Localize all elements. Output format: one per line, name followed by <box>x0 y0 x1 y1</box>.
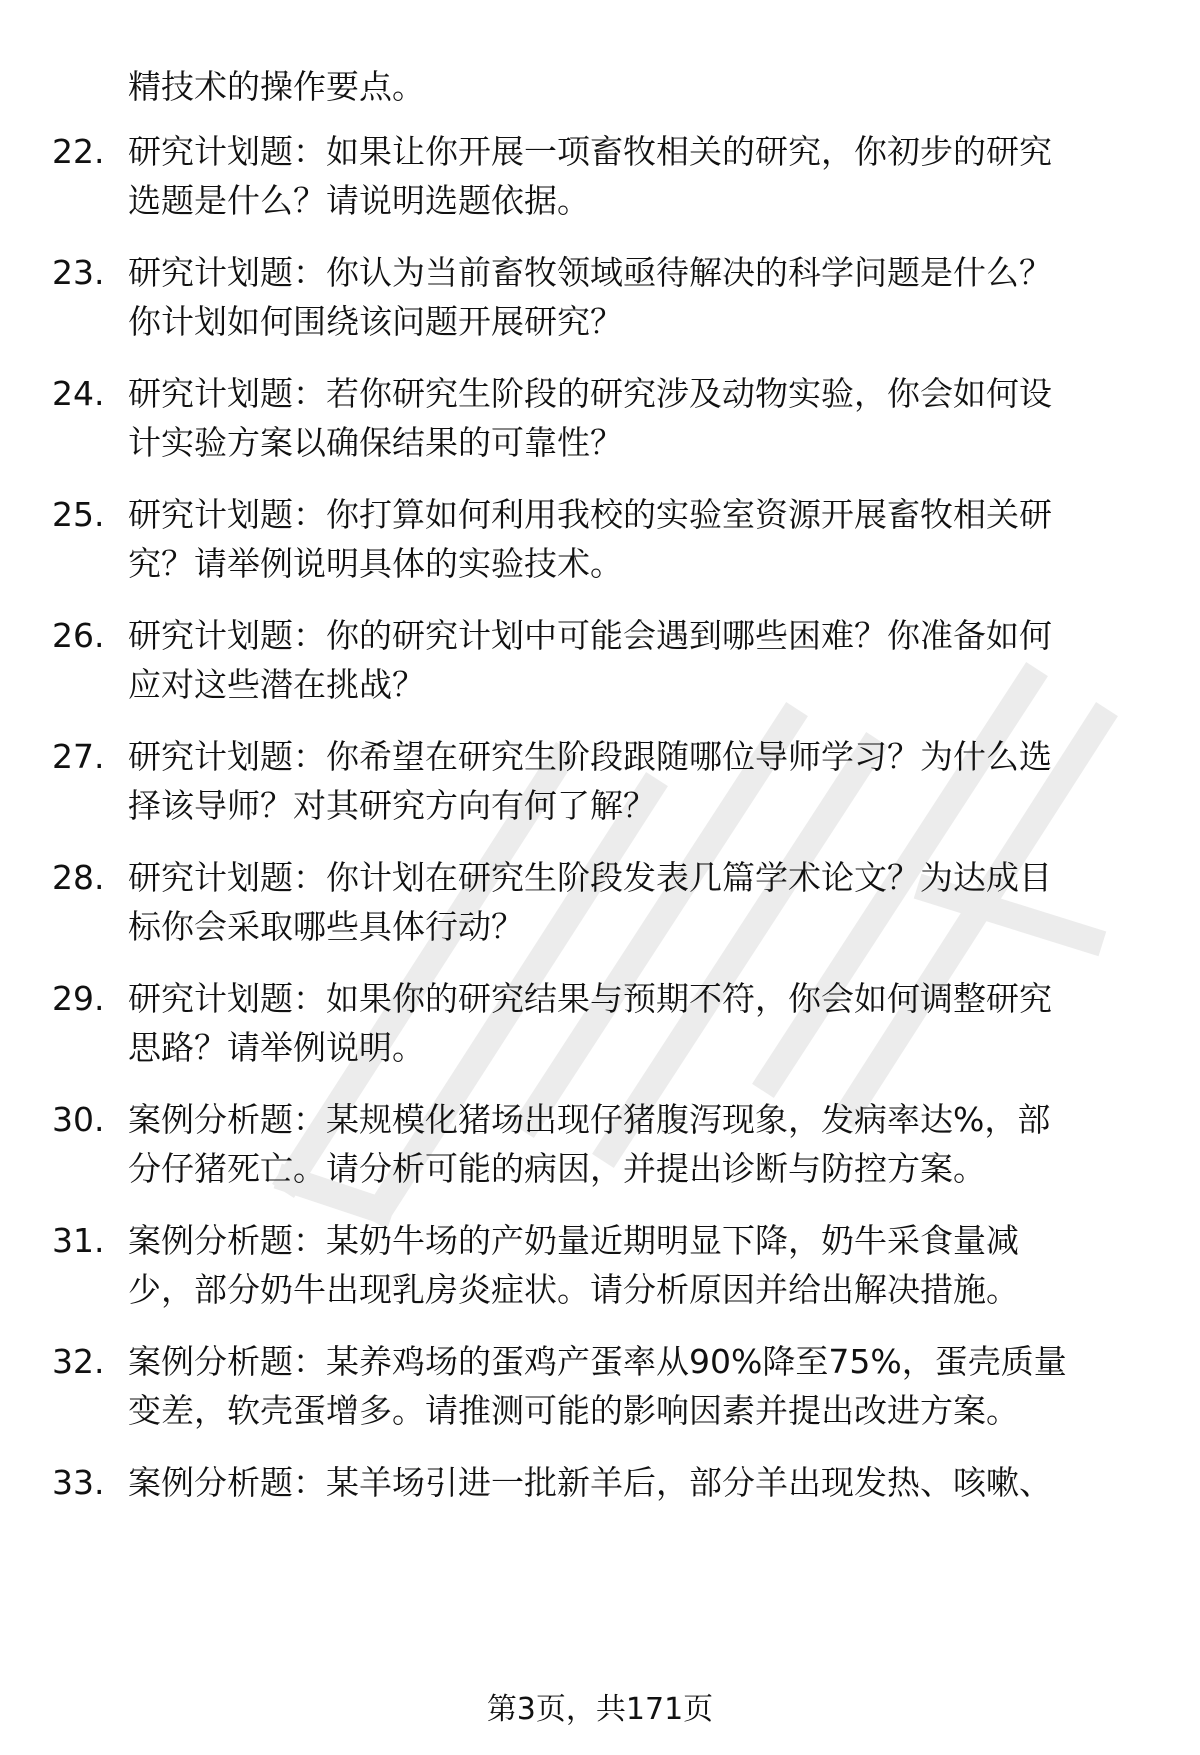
question-text <box>128 369 1148 467</box>
question-line: 计实验方案以确保结果的可靠性？ <box>128 423 623 462</box>
page-number: 第3页，共171页 <box>486 1692 714 1727</box>
question-line: 研究计划题：你希望在研究生阶段跟随哪位导师学习？为什么选 <box>128 737 1052 776</box>
question-text <box>128 248 1148 346</box>
question-line: 思路？请举例说明。 <box>128 1028 425 1067</box>
question-line: 研究计划题：你的研究计划中可能会遇到哪些困难？你准备如何 <box>128 616 1052 655</box>
question-number: 25. <box>52 495 105 534</box>
question-line: 案例分析题：某奶牛场的产奶量近期明显下降，奶牛采食量减 <box>128 1221 1019 1260</box>
question-text <box>128 974 1148 1072</box>
question-line: 择该导师？对其研究方向有何了解？ <box>128 786 656 825</box>
question-number: 26. <box>52 616 105 655</box>
question-line: 案例分析题：某养鸡场的蛋鸡产蛋率从90%降至75%，蛋壳质量 <box>128 1342 1067 1381</box>
question-number: 29. <box>52 979 105 1018</box>
question-line: 变差，软壳蛋增多。请推测可能的影响因素并提出改进方案。 <box>128 1391 1019 1430</box>
question-number: 23. <box>52 253 105 292</box>
question-number: 33. <box>52 1463 105 1502</box>
question-text <box>128 1216 1148 1314</box>
question-text <box>128 1337 1148 1435</box>
question-number: 28. <box>52 858 105 897</box>
question-line: 研究计划题：如果让你开展一项畜牧相关的研究，你初步的研究 <box>128 132 1052 171</box>
question-text <box>128 1458 1148 1507</box>
question-line: 少，部分奶牛出现乳房炎症状。请分析原因并给出解决措施。 <box>128 1270 1019 1309</box>
question-line: 分仔猪死亡。请分析可能的病因，并提出诊断与防控方案。 <box>128 1149 986 1188</box>
question-number: 22. <box>52 132 105 171</box>
question-number: 31. <box>52 1221 105 1260</box>
question-line: 你计划如何围绕该问题开展研究？ <box>128 302 623 341</box>
question-line: 研究计划题：你认为当前畜牧领域亟待解决的科学问题是什么？ <box>128 253 1052 292</box>
question-line: 研究计划题：若你研究生阶段的研究涉及动物实验，你会如何设 <box>128 374 1052 413</box>
continuation-text: 精技术的操作要点。 <box>128 67 425 106</box>
question-number: 30. <box>52 1100 105 1139</box>
question-line: 案例分析题：某规模化猪场出现仔猪腹泻现象，发病率达%，部 <box>128 1100 1051 1139</box>
question-number: 24. <box>52 374 105 413</box>
question-line: 研究计划题：你计划在研究生阶段发表几篇学术论文？为达成目 <box>128 858 1052 897</box>
question-line: 研究计划题：如果你的研究结果与预期不符，你会如何调整研究 <box>128 979 1052 1018</box>
question-line: 案例分析题：某羊场引进一批新羊后，部分羊出现发热、咳嗽、 <box>128 1463 1052 1502</box>
question-text <box>128 732 1148 830</box>
question-text <box>128 853 1148 951</box>
question-number: 27. <box>52 737 105 776</box>
question-line: 标你会采取哪些具体行动？ <box>128 907 524 946</box>
question-line: 选题是什么？请说明选题依据。 <box>128 181 590 220</box>
question-text <box>128 611 1148 709</box>
question-text <box>128 1095 1148 1193</box>
question-number: 32. <box>52 1342 105 1381</box>
question-text <box>128 490 1148 588</box>
question-text <box>128 127 1148 225</box>
question-line: 研究计划题：你打算如何利用我校的实验室资源开展畜牧相关研 <box>128 495 1052 534</box>
question-line: 应对这些潜在挑战？ <box>128 665 425 704</box>
question-line: 究？请举例说明具体的实验技术。 <box>128 544 623 583</box>
